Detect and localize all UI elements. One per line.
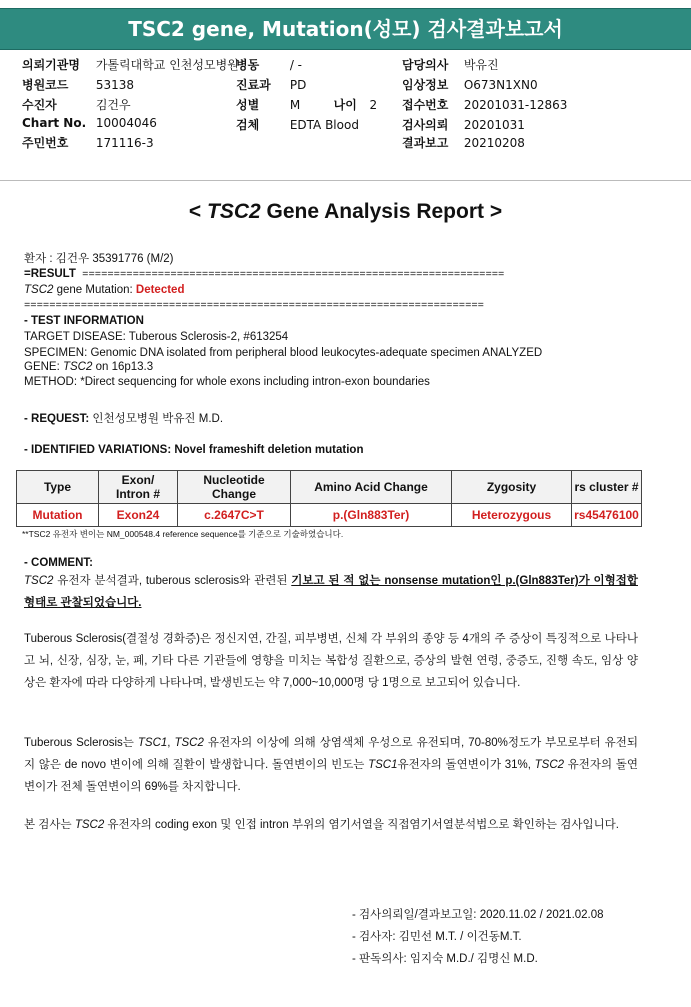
department-label: 진료과 [236,78,271,92]
col-zygosity-header: Zygosity [452,471,572,504]
report-date-value: 20210208 [463,136,525,150]
doctor-value: 박유진 [463,58,499,72]
comment-p3-gene4: TSC2 [534,759,565,771]
result-rule-line [24,268,504,281]
request-value: 인천성모병원 박유진 M.D. [89,413,224,425]
header-row-report-date [402,134,525,151]
mutation-status: Detected [135,284,185,296]
identified-label: - IDENTIFIED VARIATIONS: [24,444,172,456]
comment-p1-text: 유전자 분석결과, tuberous sclerosis와 관련된 [53,575,292,587]
report-title [0,200,691,224]
institution-label: 의뢰기관명 [22,58,80,72]
doctor-label: 담당의사 [402,58,449,72]
header-row-clinical-info [402,76,538,93]
col-exon-header: Exon/ Intron # [99,471,178,504]
comment-paragraph-1 [24,570,638,614]
sex-value: M [289,98,301,112]
test-info-heading: - TEST INFORMATION [24,315,144,327]
specimen-value: EDTA Blood [289,118,359,132]
specimen-info: SPECIMEN: Genomic DNA isolated from peripheral blood leukocytes-adequate specimen ANALYZED [24,347,543,359]
comment-paragraph-2: Tuberous Sclerosis(결절성 경화증)은 정신지연, 간질, 피부병변, 신체 각 부위의 종양 등 4개의 주 증상이 특징적으로 나타나고 뇌, 신장, 심장, 눈, 폐, 기타 다른 기관들에 영향을 미치는 복합성 질환으로, 증상의 발현 연령, 중증도, 진행 속도, 임상 양상은 환자에 따라 다양하게 나타나며, 발생빈도는 약 7,000~10,000명 당 1명으로 보고되어 있습니다. [24,633,638,689]
report-date-label: 결과보고 [402,136,449,150]
mutation-label: gene Mutation: [53,284,136,296]
receipt-no-label: 접수번호 [402,98,449,112]
clinical-info-value: O673N1XN0 [463,78,538,92]
comment-p3-e: 유전자의 돌연변이가 전체 돌연변이의 69%를 차지합니다. [24,759,638,793]
mutation-gene: TSC2 [24,284,54,296]
specimen-label: 검체 [236,118,260,132]
report-title-prefix: < [188,200,208,223]
cell-exon: Exon24 [99,504,178,527]
full-rule: ========================================================================= [24,300,484,312]
signature-physicians: - 판독의사: 임지숙 M.D./ 김명신 M.D. [352,953,538,965]
clinical-info-label: 임상정보 [402,78,449,92]
request-date-label: 검사의뢰 [402,118,449,132]
comment-paragraph-3 [24,732,638,798]
header-row-institution [22,56,239,73]
report-title-bar: TSC2 gene, Mutation(성모) 검사결과보고서 [0,8,691,50]
header-row-hospital-code [22,76,134,93]
patient-line: 환자 : 김건우 35391776 (M/2) [24,253,174,265]
col-nucleotide-header: Nucleotide Change [178,471,291,504]
gene-prefix: GENE: [24,361,63,373]
comment-p1-gene: TSC2 [24,575,54,587]
comment-p4-b: 유전자의 coding exon 및 인접 intron 부위의 염기서열을 직접염기서열분석법으로 확인하는 검사입니다. [104,819,619,831]
comment-heading: - COMMENT: [24,557,93,569]
comment-paragraph-4 [24,814,638,836]
patient-value: 김건우 [95,98,131,112]
header-row-sex [236,96,377,113]
signature-technicians: - 검사자: 김민선 M.T. / 이건동M.T. [352,931,522,943]
comment-p1-emphasis: 기보고 된 적 없는 nonsense mutation인 p.(Gln883Ter)가 이형접합형태로 관찰되었습니다. [24,575,638,609]
ward-value: / - [289,58,303,72]
department-value: PD [289,78,307,92]
header-row-receipt-no [402,96,567,113]
ward-label: 병동 [236,58,260,72]
cell-rs-cluster: rs45476100 [572,504,642,527]
cell-amino-acid: p.(Gln883Ter) [291,504,452,527]
method-info: METHOD: *Direct sequencing for whole exons including intron-exon boundaries [24,376,430,388]
comment-p3-a: Tuberous Sclerosis는 [24,737,138,749]
header-row-chart-no [22,116,157,130]
variation-table [16,470,642,527]
result-rule: =================================================================== [75,269,505,281]
variation-table-header [17,471,642,504]
report-title-rest: Gene Analysis Report > [260,200,503,223]
request-date-value: 20201031 [463,118,525,132]
comment-p3-d: 유전자의 돌연변이가 31%, [397,759,535,771]
request-label: - REQUEST: [24,413,90,425]
cell-zygosity: Heterozygous [452,504,572,527]
header-row-ward [236,56,302,73]
comment-p4-a: 본 검사는 [24,819,75,831]
comment-p3-gene2: TSC2 [174,737,204,749]
header-divider [0,180,691,181]
age-label: 나이 [333,98,357,112]
hospital-code-label: 병원코드 [22,78,69,92]
comment-p3-b: , [167,737,175,749]
table-note: **TSC2 유전자 변이는 NM_000548.4 reference sequence를 기준으로 기술하였습니다. [22,529,344,539]
col-amino-acid-header: Amino Acid Change [291,471,452,504]
result-label: =RESULT [24,268,76,280]
table-row [17,504,642,527]
resident-no-value: 171116-3 [95,136,154,150]
cell-nucleotide: c.2647C>T [178,504,291,527]
identified-value: Novel frameshift deletion mutation [171,444,364,456]
col-type-header: Type [17,471,99,504]
header-row-department [236,76,306,93]
header-row-doctor [402,56,499,73]
header-row-request-date [402,116,525,133]
patient-label: 수진자 [22,98,57,112]
report-title-gene: TSC2 [207,200,261,223]
chart-no-label: Chart No. [22,116,87,130]
gene-info [24,361,153,373]
sex-label: 성별 [236,98,260,112]
comment-p3-c: 유전자의 이상에 의해 상염색체 우성으로 유전되며, 70-80%정도가 부모로부터 유전되지 않은 de novo 변이에 의해 질환이 발생합니다. 돌연변이의 빈도는 [24,737,639,771]
resident-no-label: 주민번호 [22,136,69,150]
receipt-no-value: 20201031-12863 [463,98,568,112]
target-disease: TARGET DISEASE: Tuberous Sclerosis-2, #613254 [24,331,289,343]
cell-type: Mutation [17,504,99,527]
hospital-code-value: 53138 [95,78,135,92]
institution-value: 가톨릭대학교 인천성모병원 [95,58,239,72]
gene-suffix: on 16p13.3 [92,361,154,373]
signature-dates: - 검사의뢰일/결과보고일: 2020.11.02 / 2021.02.08 [352,909,604,921]
age-value: 2 [369,98,378,112]
comment-p3-gene1: TSC1 [137,737,168,749]
identified-line [24,444,363,456]
comment-p3-gene3: TSC1 [368,759,398,771]
chart-no-value: 10004046 [95,116,157,130]
comment-p4-gene: TSC2 [74,819,105,831]
gene-name: TSC2 [62,361,93,373]
header-row-patient [22,96,131,113]
header-row-specimen [236,116,359,133]
header-row-resident-no [22,134,154,151]
col-rs-cluster-header: rs cluster # [572,471,642,504]
request-line [24,410,223,426]
mutation-line [24,284,184,296]
